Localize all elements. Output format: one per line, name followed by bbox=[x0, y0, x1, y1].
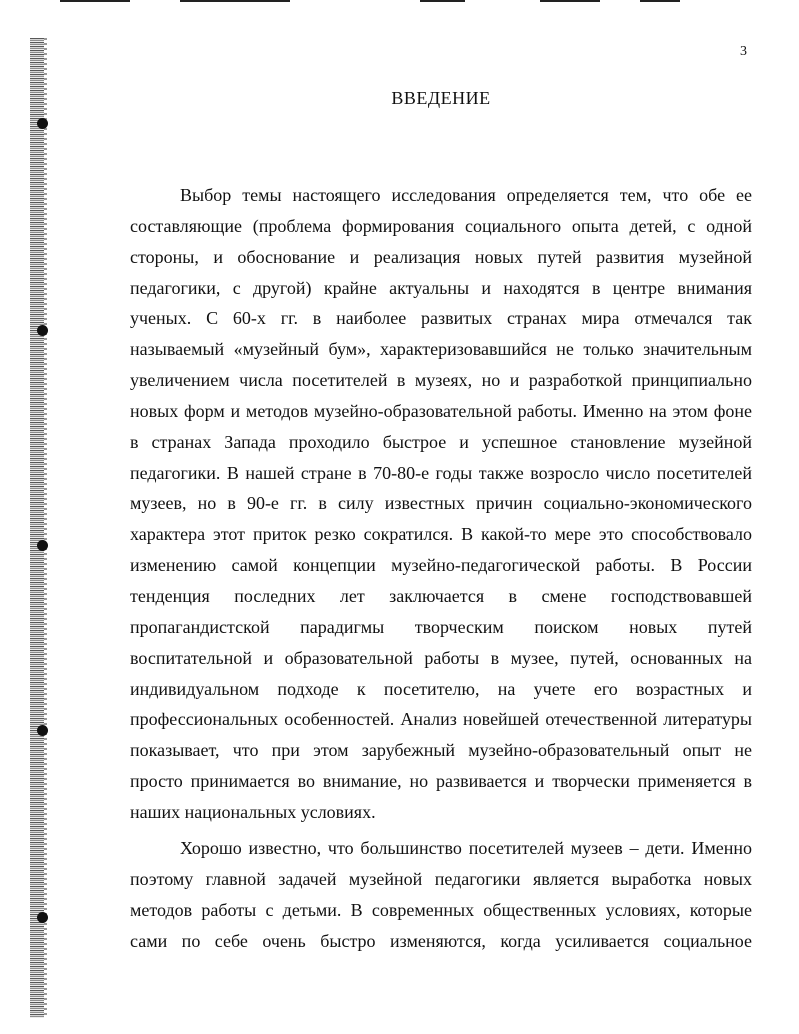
text-line: составляющие (проблема формирования социального опыта детей, с одной bbox=[130, 215, 752, 236]
punch-hole-mark bbox=[37, 118, 48, 129]
paragraph-intro bbox=[130, 180, 752, 828]
text-line: ученых. С 60-х гг. в наиболее развитых странах мира отмечался так bbox=[130, 308, 752, 329]
text-line: наших национальных условиях. bbox=[130, 801, 376, 822]
text-line: педагогики. В нашей стране в 70-80-е годы также возросло число посетителей bbox=[130, 462, 752, 483]
text-line: педагогики, с другой) крайне актуальны и находятся в центре внимания bbox=[130, 277, 752, 298]
page-title: ВВЕДЕНИЕ bbox=[391, 88, 491, 108]
text-line: поэтому главной задачей музейной педагогики является выработка новых bbox=[130, 868, 752, 889]
text-line: сами по себе очень быстро изменяются, когда усиливается социальное bbox=[130, 930, 752, 951]
punch-hole-mark bbox=[37, 725, 48, 736]
text-line: тенденция последних лет заключается в смене господствовавшей bbox=[130, 585, 752, 606]
text-line: Хорошо известно, что большинство посетителей музеев – дети. Именно bbox=[180, 838, 752, 858]
text-line: в странах Запада проходило быстрое и успешное становление музейной bbox=[130, 431, 752, 452]
text-line: показывает, что при этом зарубежный музейно-образовательный опыт не bbox=[130, 740, 752, 761]
page-number: 3 bbox=[740, 44, 747, 59]
binding-edge-texture bbox=[44, 38, 47, 1018]
binding-edge-shadow bbox=[30, 38, 44, 1018]
punch-hole-mark bbox=[37, 325, 48, 336]
text-line: характера этот приток резко сократился. В какой-то мере это способствовало bbox=[130, 524, 752, 545]
text-line: музеев, но в 90-е гг. в силу известных причин социально-экономического bbox=[130, 493, 752, 514]
text-line: стороны, и обоснование и реализация новых путей развития музейной bbox=[130, 246, 752, 267]
text-line: новых форм и методов музейно-образовательной работы. Именно на этом фоне bbox=[130, 400, 752, 421]
text-line: просто принимается во внимание, но развивается и творчески применяется в bbox=[130, 771, 752, 792]
text-line: называемый «музейный бум», характеризовавшийся не только значительным bbox=[130, 339, 752, 360]
punch-hole-mark bbox=[37, 912, 48, 923]
text-line: изменению самой концепции музейно-педагогической работы. В России bbox=[130, 555, 752, 576]
text-line: пропагандистской парадигмы творческим поиском новых путей bbox=[130, 616, 752, 637]
paragraph-second bbox=[130, 833, 752, 956]
text-line: увеличением числа посетителей в музеях, но и разработкой принципиально bbox=[130, 370, 752, 391]
text-line: Выбор темы настоящего исследования определяется тем, что обе ее bbox=[180, 185, 752, 205]
text-line: воспитательной и образовательной работы в музее, путей, основанных на bbox=[130, 647, 752, 668]
punch-hole-mark bbox=[37, 540, 48, 551]
text-line: профессиональных особенностей. Анализ новейшей отечественной литературы bbox=[130, 709, 752, 730]
text-line: индивидуальном подходе к посетителю, на учете его возрастных и bbox=[130, 678, 752, 699]
text-line: методов работы с детьми. В современных общественных условиях, которые bbox=[130, 899, 752, 920]
scan-top-artifacts bbox=[0, 0, 799, 6]
